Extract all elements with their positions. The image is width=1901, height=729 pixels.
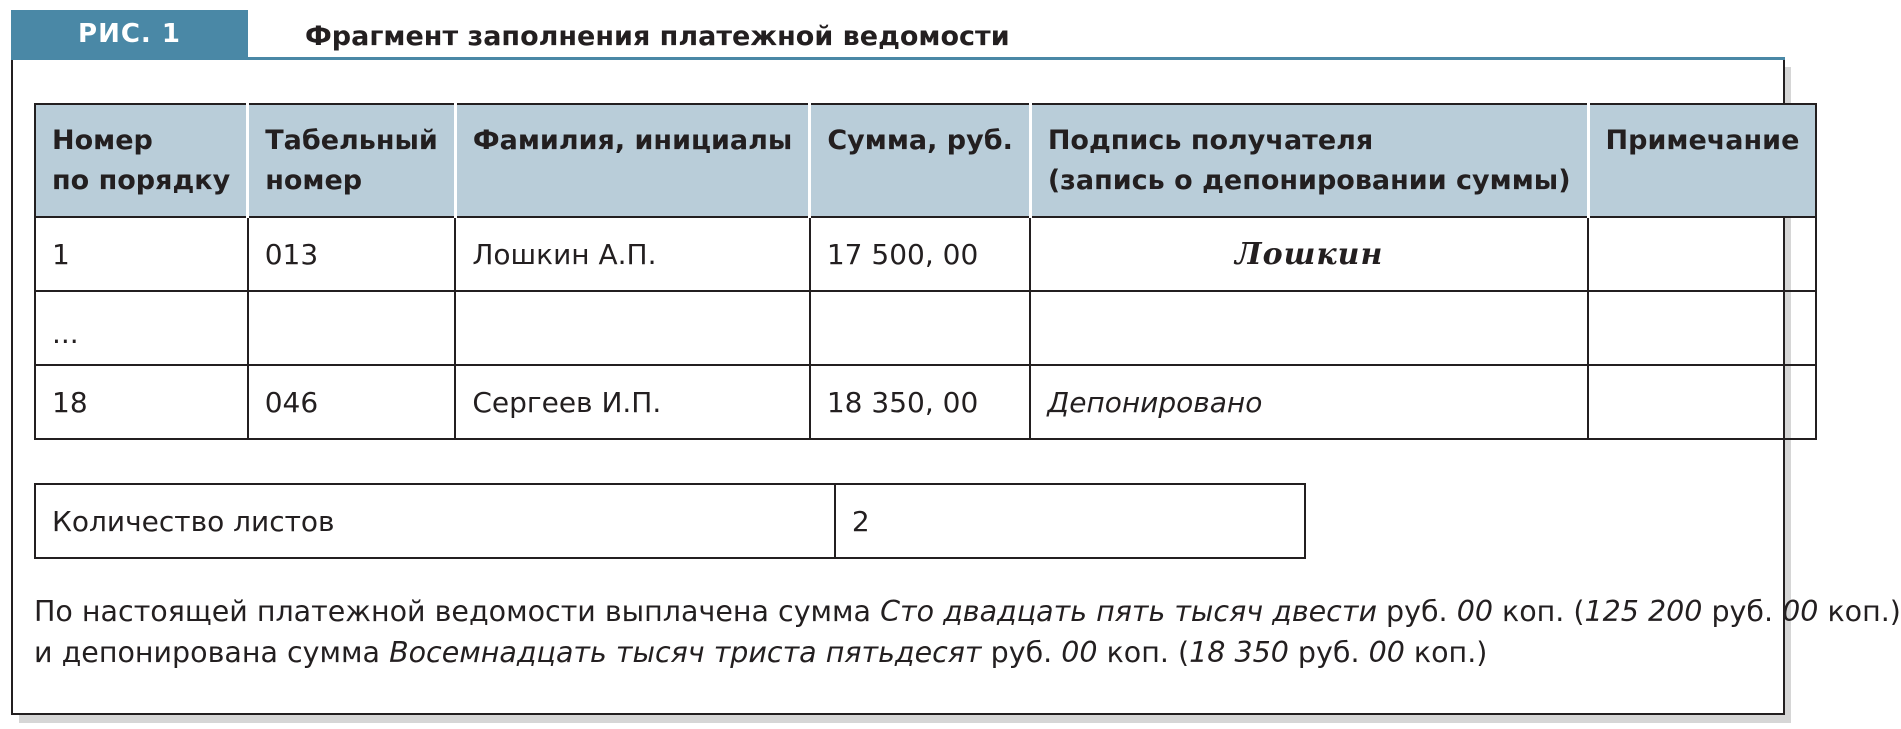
- cell-row-number: 18: [35, 365, 248, 439]
- cell-name: [455, 291, 810, 365]
- payroll-table: [34, 103, 1817, 440]
- cell-signature: [1030, 291, 1588, 365]
- cell-note: [1588, 217, 1816, 291]
- cell-name: Сергеев И.П.: [455, 365, 810, 439]
- header-tab-number: Табельный номер: [248, 104, 456, 217]
- summary-text: [34, 591, 1901, 673]
- summary-line-1: По настоящей платежной ведомости выплачена сумма Сто двадцать пять тысяч двести руб. 00 коп. (125 200 руб. 00 коп.): [34, 595, 1901, 628]
- cell-tab-number: 046: [248, 365, 456, 439]
- table-row: [35, 217, 1816, 291]
- cell-sum: 18 350, 00: [810, 365, 1030, 439]
- figure-title: Фрагмент заполнения платежной ведомости: [305, 21, 1010, 52]
- sheets-label: Количество листов: [35, 484, 835, 558]
- sheets-value: 2: [835, 484, 1305, 558]
- cell-signature: Лошкин: [1030, 217, 1588, 291]
- cell-sum: 17 500, 00: [810, 217, 1030, 291]
- header-row-number: Номер по порядку: [35, 104, 248, 217]
- title-rule: [11, 57, 1785, 60]
- cell-tab-number: [248, 291, 456, 365]
- header-note: Примечание: [1588, 104, 1816, 217]
- table-header-row: [35, 104, 1816, 217]
- cell-row-number: ...: [35, 291, 248, 365]
- header-name: Фамилия, инициалы: [455, 104, 810, 217]
- cell-tab-number: 013: [248, 217, 456, 291]
- cell-deposit-note: Депонировано: [1030, 365, 1588, 439]
- header-signature: Подпись получателя (запись о депонировании суммы): [1030, 104, 1588, 217]
- summary-line-2: и депонирована сумма Восемнадцать тысяч триста пятьдесят руб. 00 коп. (18 350 руб. 00 коп.): [34, 636, 1488, 669]
- cell-name: Лошкин А.П.: [455, 217, 810, 291]
- table-row: [35, 291, 1816, 365]
- table-row: [35, 484, 1305, 558]
- header-sum: Сумма, руб.: [810, 104, 1030, 217]
- cell-sum: [810, 291, 1030, 365]
- cell-note: [1588, 365, 1816, 439]
- figure-label: РИС. 1: [11, 10, 248, 58]
- cell-note: [1588, 291, 1816, 365]
- table-row: [35, 365, 1816, 439]
- cell-row-number: 1: [35, 217, 248, 291]
- sheets-table: [34, 483, 1306, 559]
